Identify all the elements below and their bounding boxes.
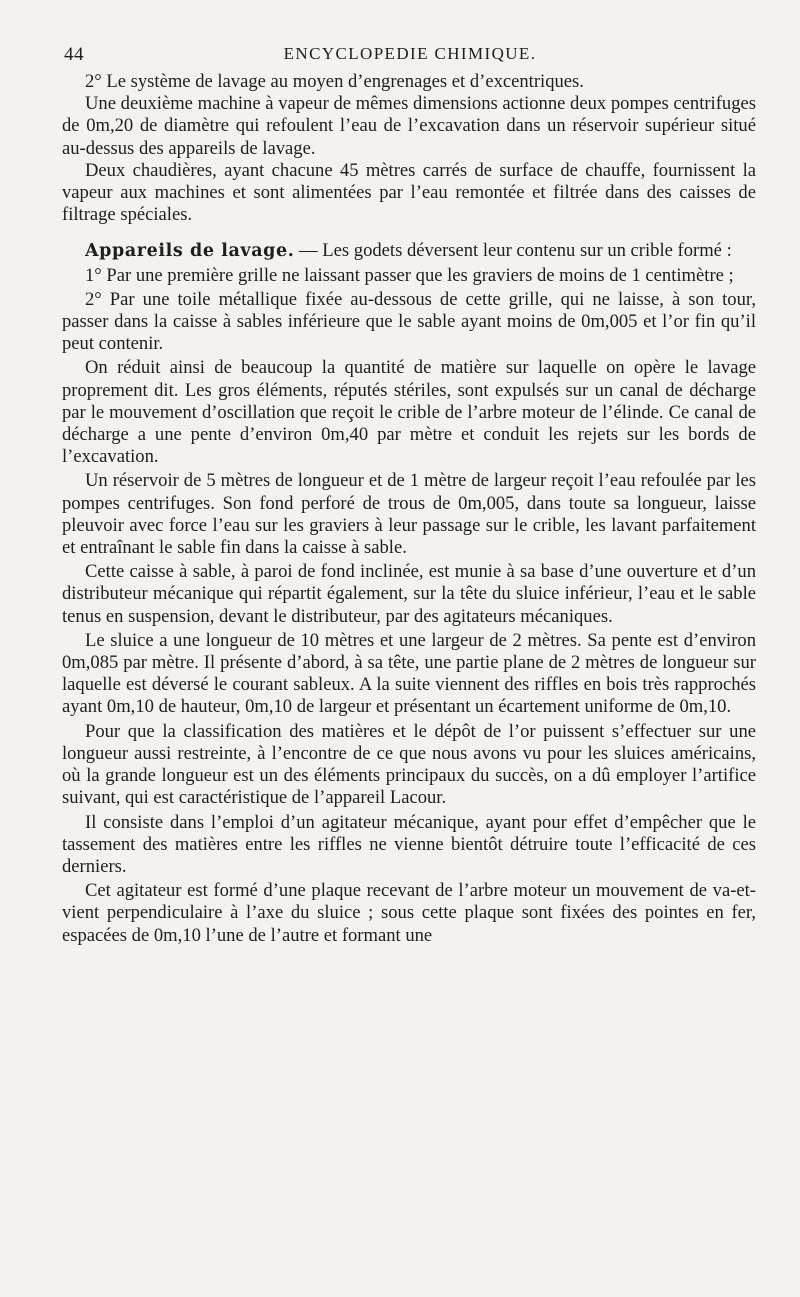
page-body <box>62 71 756 947</box>
section-text: — Les godets déversent leur contenu sur un crible formé : <box>294 240 732 262</box>
paragraph: On réduit ainsi de beaucoup la quantité de matière sur laquelle on opère le lavage proprement dit. Les gros éléments, réputés stériles, sont expulsés sur un canal de décharge par le mouvement d’oscillation que reçoit le crible de l’arbre moteur de l’élinde. Ce canal de décharge a une pente d’environ 0m,40 par mètre et conduit les rejets sur les bords de l’excavation. <box>62 357 756 468</box>
page-number: 44 <box>64 44 84 65</box>
paragraph: Une deuxième machine à vapeur de mêmes dimensions actionne deux pompes centrifuges de 0m,20 de diamètre qui refoulent l’eau de l’excavation dans un réservoir supérieur situé au-dessus des appareils de lavage. <box>62 93 756 159</box>
paragraph: 2° Le système de lavage au moyen d’engrenages et d’excentriques. <box>85 71 584 92</box>
page-header <box>62 44 758 70</box>
section-title: Appareils de lavage. <box>85 241 295 262</box>
paragraph: 1° Par une première grille ne laissant passer que les graviers de moins de 1 centimètre ; <box>85 264 734 286</box>
paragraph: 2° Par une toile métallique fixée au-dessous de cette grille, qui ne laisse, à son tour, passer dans la caisse à sables inférieure que le sable ayant moins de 0m,005 et l’or fin qu’il peut contenir. <box>62 288 756 355</box>
paragraph: Il consiste dans l’emploi d’un agitateur mécanique, ayant pour effet d’empêcher que le tassement des matières entre les riffles ne vienne bientôt détruire toute l’efficacité de ces derniers. <box>62 811 756 877</box>
paragraph: Cet agitateur est formé d’une plaque recevant de l’arbre moteur un mouvement de va-et-vient perpendiculaire à l’axe du sluice ; sous cette plaque sont fixées des pointes en fer, espacées de 0m,10 l’une de l’autre et formant une <box>62 880 756 946</box>
running-title: ENCYCLOPEDIE CHIMIQUE. <box>283 44 537 63</box>
paragraph: Un réservoir de 5 mètres de longueur et de 1 mètre de largeur reçoit l’eau refoulée par les pompes centrifuges. Son fond perforé de trous de 0m,005, dans toute sa longueur, laisse pleuvoir avec force l’eau sur les graviers à leur passage sur le crible, les lavant parfaitement et entraînant le sable fin dans la caisse à sable. <box>62 470 756 559</box>
paragraph: Le sluice a une longueur de 10 mètres et une largeur de 2 mètres. Sa pente est d’environ 0m,085 par mètre. Il présente d’abord, à sa tête, une partie plane de 2 mètres de longueur sur laquelle est déversé le courant sableux. A la suite viennent des riffles en bois très rapprochés ayant 0m,10 de hauteur, 0m,10 de largeur et présentant un écartement uniforme de 0m,10. <box>62 629 756 718</box>
paragraph: Deux chaudières, ayant chacune 45 mètres carrés de surface de chauffe, fournissent la vapeur aux machines et sont alimentées par l’eau remontée et filtrée dans des caisses de filtrage spéciales. <box>62 159 756 226</box>
paragraph: Cette caisse à sable, à paroi de fond inclinée, est munie à sa base d’une ouverture et d’un distributeur mécanique qui répartit également, sur la tête du sluice inférieur, l’eau et le sable tenus en suspension, devant le distributeur, par des agitateurs mécaniques. <box>62 561 756 627</box>
section-paragraph <box>62 240 756 262</box>
paragraph: Pour que la classification des matières et le dépôt de l’or puissent s’effectuer sur une longueur aussi restreinte, à l’encontre de ce que nous avons vu pour les sluices américains, où la grande longueur est un des éléments principaux du succès, on a dû employer l’artifice suivant, qui est caractéristique de l’appareil Lacour. <box>62 720 756 809</box>
